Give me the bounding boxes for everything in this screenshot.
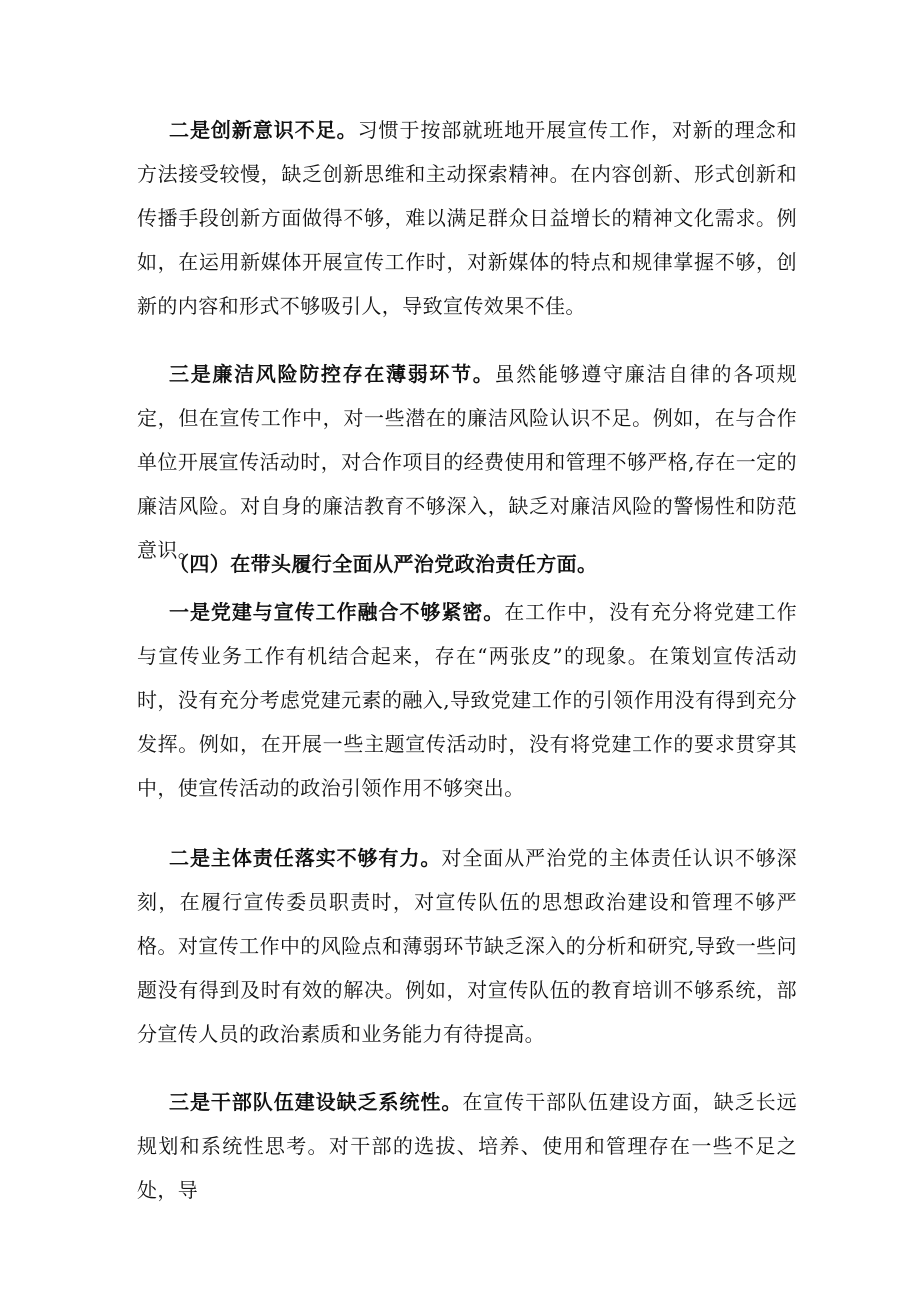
paragraph-cadre-team	[137, 1080, 797, 1212]
paragraph-lead: 一是党建与宣传工作融合不够紧密。	[169, 600, 505, 624]
paragraph-party-building-integration	[137, 590, 797, 810]
paragraph-integrity-risk	[137, 352, 797, 572]
paragraph-lead: 三是廉洁风险防控存在薄弱环节。	[169, 362, 495, 386]
paragraph-innovation-awareness	[137, 108, 797, 328]
paragraph-body: 虽然能够遵守廉洁自律的各项规定，但在宣传工作中，对一些潜在的廉洁风险认识不足。例如，在与合作单位开展宣传活动时，对合作项目的经费使用和管理不够严格,存在一定的廉洁风险。对自身的廉洁教育不够深入，缺乏对廉洁风险的警惕性和防范意识。	[137, 362, 797, 562]
paragraph-responsibility	[137, 836, 797, 1056]
paragraph-body: 在工作中，没有充分将党建工作与宣传业务工作有机结合起来，存在“两张皮”的现象。在策划宣传活动时，没有充分考虑党建元素的融入,导致党建工作的引领作用没有得到充分发挥。例如，在开展一些主题宣传活动时，没有将党建工作的要求贯穿其中，使宣传活动的政治引领作用不够突出。	[137, 600, 797, 800]
paragraph-lead: 二是主体责任落实不够有力。	[169, 846, 442, 870]
paragraph-lead: 二是创新意识不足。	[169, 118, 358, 142]
paragraph-body: 在宣传干部队伍建设方面，缺乏长远规划和系统性思考。对干部的选拔、培养、使用和管理存在一些不足之处，导	[137, 1090, 797, 1202]
paragraph-body: 对全面从严治党的主体责任认识不够深刻，在履行宣传委员职责时，对宣传队伍的思想政治建设和管理不够严格。对宣传工作中的风险点和薄弱环节缺乏深入的分析和研究,导致一些问题没有得到及时有效的解决。例如，对宣传队伍的教育培训不够系统，部分宣传人员的政治素质和业务能力有待提高。	[137, 846, 797, 1046]
paragraph-body: 习惯于按部就班地开展宣传工作，对新的理念和方法接受较慢，缺乏创新思维和主动探索精神。在内容创新、形式创新和传播手段创新方面做得不够，难以满足群众日益增长的精神文化需求。例如，在运用新媒体开展宣传工作时，对新媒体的特点和规律掌握不够，创新的内容和形式不够吸引人，导致宣传效果不佳。	[137, 118, 797, 318]
section-heading: （四）在带头履行全面从严治党政治责任方面。	[169, 552, 598, 576]
paragraph-lead: 三是干部队伍建设缺乏系统性。	[169, 1090, 463, 1114]
